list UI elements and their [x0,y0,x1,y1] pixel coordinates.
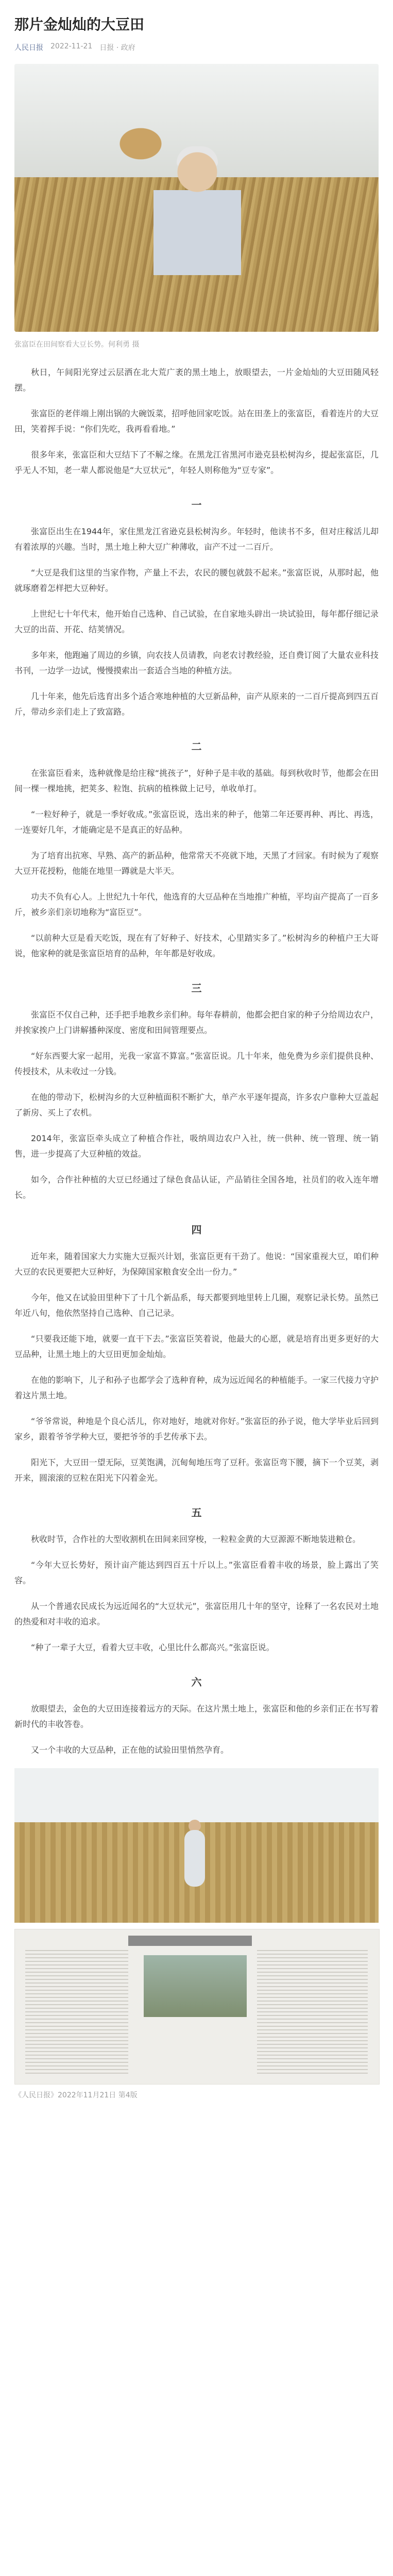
section-paragraph: 几十年来，他先后选育出多个适合寒地种植的大豆新品种，亩产从原来的一二百斤提高到四五百斤，带动乡亲们走上了致富路。 [14,691,379,717]
section-number: 一 [191,499,202,511]
hero-caption: 张富臣在田间察看大豆长势。何利勇 摄 [14,341,140,349]
section-paragraph: “只要我还能下地，就要一直干下去。”张富臣笑着说，他最大的心愿，就是培育出更多更好的大豆品种，让黑土地上的大豆田更加金灿灿。 [14,1334,379,1359]
section-paragraph: 阳光下，大豆田一望无际，豆荚饱满，沉甸甸地压弯了豆秆。张富臣弯下腰，摘下一个豆荚，剥开来，圆滚滚的豆粒在阳光下闪着金光。 [14,1458,379,1483]
newspaper-column [25,1950,128,2074]
intro-paragraph: 秋日，午间阳光穿过云层洒在北大荒广袤的黑土地上，放眼望去，一片金灿灿的大豆田随风轻摆。 [14,367,379,393]
section-paragraph: “今年大豆长势好，预计亩产能达到四百五十斤以上。”张富臣看着丰收的场景，脸上露出了笑容。 [14,1560,379,1585]
section-paragraph: “爷爷常说，种地是个良心活儿，你对地好，地就对你好。”张富臣的孙子说，他大学毕业后回到家乡，跟着爷爷学种大豆，要把爷爷的手艺传承下去。 [14,1416,379,1442]
newspaper-masthead [128,1936,252,1946]
section-paragraph: 在张富臣看来，选种就像是给庄稼“挑孩子”，好种子是丰收的基础。每到秋收时节，他都会在田间一棵一棵地挑，把荚多、粒饱、抗病的植株做上记号，单收单打。 [14,768,379,793]
section-paragraph: 上世纪七十年代末，他开始自己选种、自己试验，在自家地头辟出一块试验田，每年都仔细记录大豆的出苗、开花、结荚情况。 [14,609,379,634]
section-paragraph: “以前种大豆是看天吃饭，现在有了好种子、好技术，心里踏实多了。”松树沟乡的种植户王大哥说，他家种的就是张富臣培育的品种，年年都是好收成。 [14,933,379,958]
section-paragraph: 张富臣出生在1944年，家住黑龙江省逊克县松树沟乡。年轻时，他读书不多，但对庄稼活儿却有着浓厚的兴趣。当时，黑土地上种大豆广种薄收，亩产不过一二百斤。 [14,527,379,552]
article-meta [14,42,379,53]
section-paragraph: 张富臣不仅自己种，还手把手地教乡亲们种。每年春耕前，他都会把自家的种子分给周边农户，并挨家挨户上门讲解播种深度、密度和田间管理要点。 [14,1010,379,1035]
section-number: 二 [191,740,202,753]
section-number: 三 [191,982,202,994]
section-number: 四 [191,1224,202,1236]
section-paragraph: 2014年，张富臣牵头成立了种植合作社，吸纳周边农户入社，统一供种、统一管理、统一销售，进一步提高了大豆种植的效益。 [14,1133,379,1159]
section-paragraph: “一粒好种子，就是一季好收成。”张富臣说，选出来的种子，他第二年还要再种、再比、再选，一连要好几年，才能确定是不是真正的好品种。 [14,809,379,835]
section-paragraph: 放眼望去，金色的大豆田连接着远方的天际。在这片黑土地上，张富臣和他的乡亲们正在书写着新时代的丰收答卷。 [14,1704,379,1729]
section-paragraph: 为了培育出抗寒、早熟、高产的新品种，他常常天不亮就下地，天黑了才回家。有时候为了观察大豆开花授粉，他能在地里一蹲就是大半天。 [14,851,379,876]
intro-paragraph: 很多年来，张富臣和大豆结下了不解之缘。在黑龙江省黑河市逊克县松树沟乡，提起张富臣，几乎无人不知，老一辈人都说他是“大豆状元”，年轻人则称他为“豆专家”。 [14,450,379,475]
hero-photo [14,64,379,332]
source-name[interactable]: 人民日报 [14,44,43,52]
section-paragraph: 又一个丰收的大豆品种，正在他的试验田里悄然孕育。 [31,1745,229,1755]
section-paragraph: 在他的带动下，松树沟乡的大豆种植面积不断扩大，单产水平逐年提高，许多农户靠种大豆盖起了新房、买上了农机。 [14,1092,379,1117]
section-paragraph: 多年来，他跑遍了周边的乡镇，向农技人员请教，向老农讨教经验，还自费订阅了大量农业科技书刊，一边学一边试，慢慢摸索出一套适合当地的种植方法。 [14,650,379,675]
section-paragraph: “种了一辈子大豆，看着大豆丰收，心里比什么都高兴。”张富臣说。 [31,1642,275,1652]
section-paragraph: 在他的影响下，儿子和孙子也都学会了选种育种，成为远近闻名的种植能手。一家三代接力守护着这片黑土地。 [14,1375,379,1400]
section-paragraph: 秋收时节，合作社的大型收割机在田间来回穿梭，一粒粒金黄的大豆源源不断地装进粮仓。 [31,1534,361,1544]
section-number: 五 [191,1506,202,1519]
newspaper-photo [144,1955,247,2017]
field-photo-figure [184,1830,205,1887]
intro-paragraph: 张富臣的老伴端上刚出锅的大碗饭菜，招呼他回家吃饭。站在田垄上的张富臣，看着连片的大豆田，笑着挥手说：“你们先吃，我再看看地。” [14,409,379,434]
section-paragraph: 今年，他又在试验田里种下了十几个新品系，每天都要到地里转上几圈，观察记录长势。虽然已年近八旬，他依然坚持自己选种、自己记录。 [14,1293,379,1318]
hero-person [153,141,241,296]
sections-block [14,497,379,1758]
section-paragraph: “好东西要大家一起用，光我一家富不算富。”张富臣说。几十年来，他免费为乡亲们提供良种、传授技术，从未收过一分钱。 [14,1051,379,1076]
section-paragraph: 从一个普通农民成长为远近闻名的“大豆状元”，张富臣用几十年的坚守，诠释了一名农民对土地的热爱和对丰收的追求。 [14,1601,379,1626]
section-paragraph: “大豆是我们这里的当家作物，产量上不去，农民的腰包就鼓不起来。”张富臣说，从那时起，他就琢磨着怎样把大豆种好。 [14,568,379,593]
article-title: 那片金灿灿的大豆田 [14,16,145,33]
field-photo [14,1768,379,1923]
section-paragraph: 功夫不负有心人。上世纪九十年代，他选育的大豆品种在当地推广种植，平均亩产提高了一百多斤，被乡亲们亲切地称为“富臣豆”。 [14,892,379,917]
author-line: 日报 · 政府 [99,44,135,52]
intro-block [14,365,379,478]
publish-date: 2022-11-21 [50,42,93,50]
newspaper-caption: 《人民日报》2022年11月21日 第4版 [14,2091,138,2099]
newspaper-page-image [14,1929,380,2084]
section-paragraph: 如今，合作社种植的大豆已经通过了绿色食品认证，产品销往全国各地，社员们的收入连年增长。 [14,1175,379,1200]
section-number: 六 [191,1676,202,1688]
newspaper-column [257,1950,368,2074]
section-paragraph: 近年来，随着国家大力实施大豆振兴计划，张富臣更有干劲了。他说：“国家重视大豆，咱们种大豆的农民更要把大豆种好，为保障国家粮食安全出一份力。” [14,1251,379,1277]
